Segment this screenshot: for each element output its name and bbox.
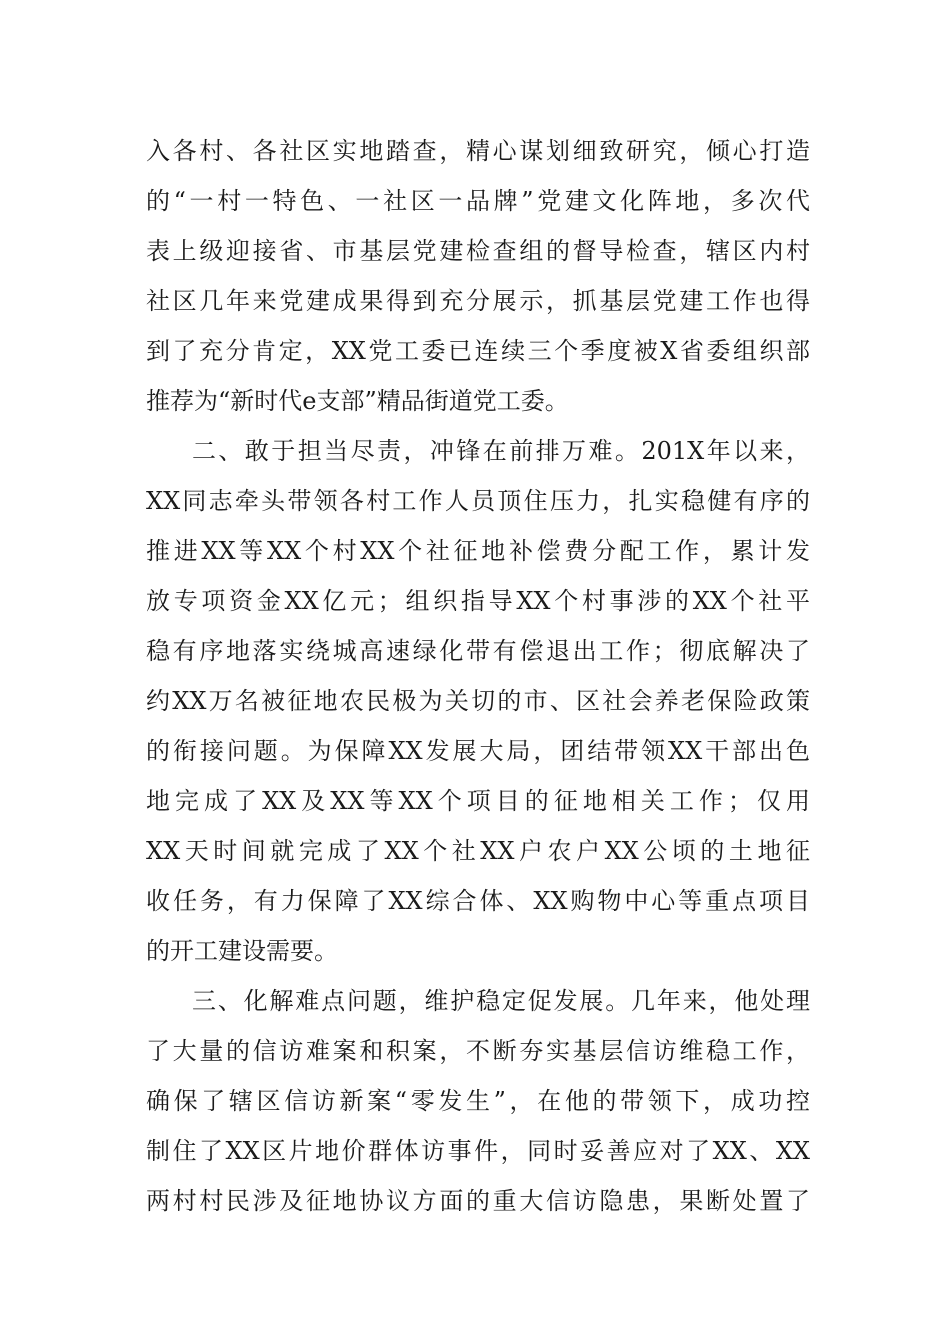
text-line: 放专项资金XX亿元；组织指导XX个村事涉的XX个社平 bbox=[146, 587, 810, 615]
text-line: 约XX万名被征地农民极为关切的市、区社会养老保险政策 bbox=[146, 687, 810, 715]
text-line: 二、敢于担当尽责，冲锋在前排万难。201X年以来， bbox=[192, 437, 810, 465]
text-line: 收任务，有力保障了XX综合体、XX购物中心等重点项目 bbox=[146, 887, 810, 915]
text-line: 的“一村一特色、一社区一品牌”党建文化阵地，多次代 bbox=[146, 187, 810, 215]
text-line: 的开工建设需要。 bbox=[146, 937, 338, 965]
text-line: 确保了辖区信访新案“零发生”，在他的带领下，成功控 bbox=[146, 1087, 810, 1115]
text-line: 表上级迎接省、市基层党建检查组的督导检查，辖区内村 bbox=[146, 237, 810, 265]
text-line: 入各村、各社区实地踏查，精心谋划细致研究，倾心打造 bbox=[146, 137, 810, 165]
text-line: XX天时间就完成了XX个社XX户农户XX公顷的土地征 bbox=[146, 837, 810, 865]
paragraph-continued bbox=[146, 126, 810, 426]
text-line: XX同志牵头带领各村工作人员顶住压力，扎实稳健有序的 bbox=[146, 487, 810, 515]
text-line: 推荐为“新时代e支部”精品街道党工委。 bbox=[146, 387, 569, 415]
text-line: 三、化解难点问题，维护稳定促发展。几年来，他处理 bbox=[192, 987, 810, 1015]
text-line: 到了充分肯定，XX党工委已连续三个季度被X省委组织部 bbox=[146, 337, 810, 365]
text-line: 推进XX等XX个村XX个社征地补偿费分配工作，累计发 bbox=[146, 537, 810, 565]
paragraph-three bbox=[146, 976, 810, 1226]
body-text bbox=[146, 126, 810, 1226]
text-line: 社区几年来党建成果得到充分展示，抓基层党建工作也得 bbox=[146, 287, 810, 315]
text-line: 的衔接问题。为保障XX发展大局，团结带领XX干部出色 bbox=[146, 737, 810, 765]
text-line: 地完成了XX及XX等XX个项目的征地相关工作；仅用 bbox=[146, 787, 810, 815]
text-line: 两村村民涉及征地协议方面的重大信访隐患，果断处置了 bbox=[146, 1187, 810, 1215]
paragraph-two bbox=[146, 426, 810, 976]
text-line: 了大量的信访难案和积案，不断夯实基层信访维稳工作， bbox=[146, 1037, 810, 1065]
text-line: 制住了XX区片地价群体访事件，同时妥善应对了XX、XX bbox=[146, 1137, 810, 1165]
text-line: 稳有序地落实绕城高速绿化带有偿退出工作；彻底解决了 bbox=[146, 637, 810, 665]
